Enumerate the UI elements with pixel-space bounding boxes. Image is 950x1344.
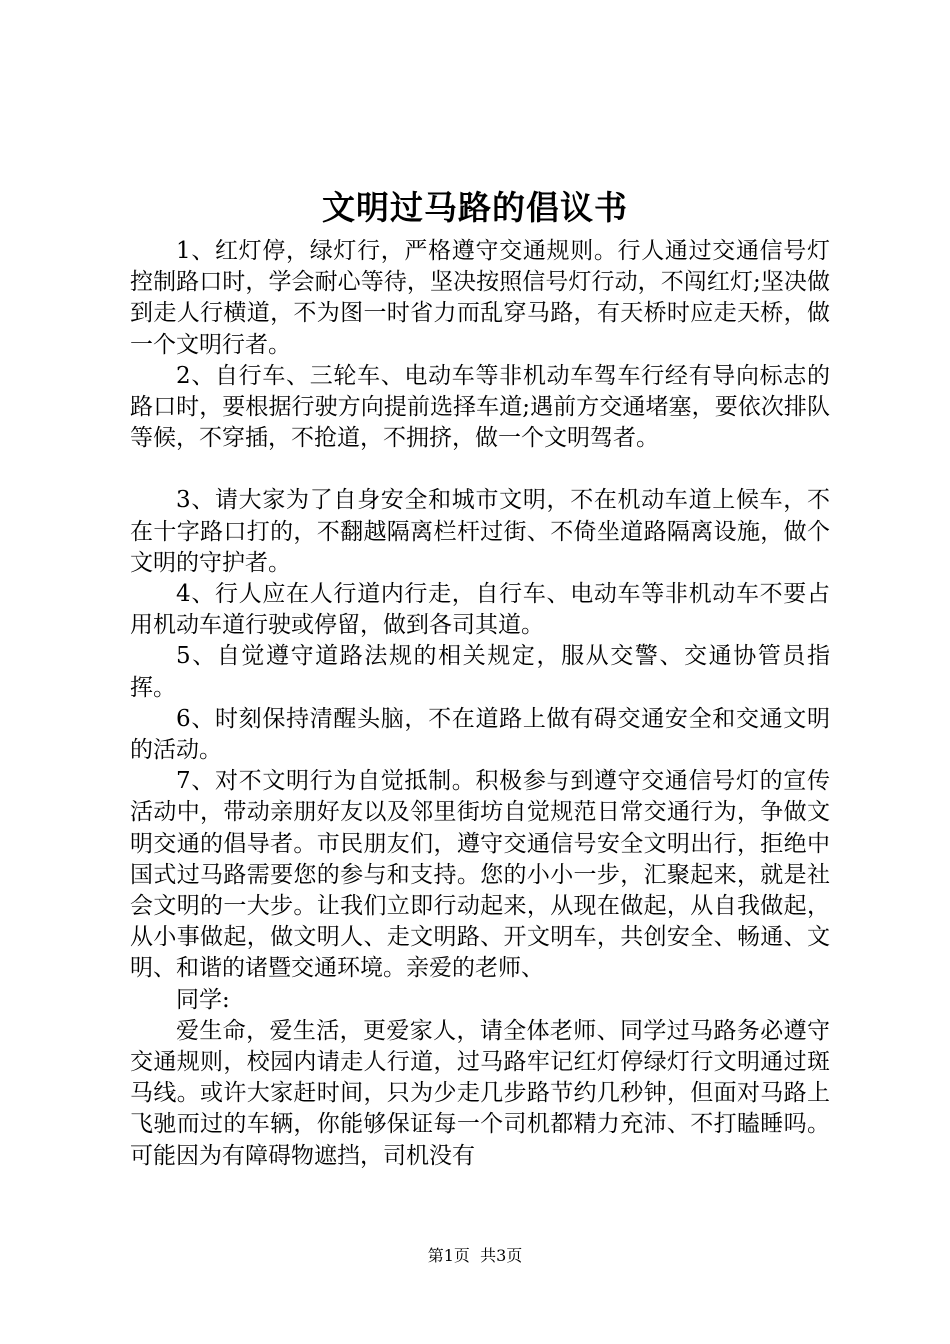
paragraph-3: 3、请大家为了自身安全和城市文明，不在机动车道上候车，不在十字路口打的，不翻越隔离栏杆过街、不倚坐道路隔离设施，做个文明的守护者。: [130, 487, 830, 576]
paragraph-6: 6、时刻保持清醒头脑，不在道路上做有碍交通安全和交通文明的活动。: [130, 705, 830, 764]
paragraph-5: 5、自觉遵守道路法规的相关规定，服从交警、交通协管员指挥。: [130, 643, 830, 701]
document-title: 文明过马路的倡议书: [322, 188, 628, 227]
paragraph-4: 4、行人应在人行道内行走，自行车、电动车等非机动车不要占用机动车道行驶或停留，做到各司其道。: [130, 581, 830, 639]
paragraph-7: 7、对不文明行为自觉抵制。积极参与到遵守交通信号灯的宣传活动中，带动亲朋好友以及邻里街坊自觉规范日常交通行为，争做文明交通的倡导者。市民朋友们，遵守交通信号安全文明出行，拒绝中国式过马路需要您的参与和支持。您的小小一步，汇聚起来，就是社会文明的一大步。让我们立即行动起来，从现在做起，从自我做起，从小事做起，做文明人、走文明路、开文明车，共创安全、畅通、文明、和谐的诸暨交通环境。亲爱的老师、: [130, 768, 830, 982]
page-footer: 第1页 共3页: [427, 1246, 523, 1265]
paragraph-8: 爱生命，爱生活，更爱家人，请全体老师、同学过马路务必遵守交通规则，校园内请走人行道，过马路牢记红灯停绿灯行文明通过斑马线。或许大家赶时间，只为少走几步路节约几秒钟，但面对马路上飞驰而过的车辆，你能够保证每一个司机都精力充沛、不打瞌睡吗。可能因为有障碍物遮挡，司机没有: [130, 1017, 830, 1169]
document-body: [130, 236, 830, 1172]
paragraph-2: 2、自行车、三轮车、电动车等非机动车驾车行经有导向标志的路口时，要根据行驶方向提前选择车道;遇前方交通堵塞，要依次排队等候，不穿插，不抢道，不拥挤，做一个文明驾者。: [130, 362, 830, 452]
salutation: 同学:: [176, 986, 230, 1013]
paragraph-1: 1、红灯停，绿灯行，严格遵守交通规则。行人通过交通信号灯控制路口时，学会耐心等待，坚决按照信号灯行动，不闯红灯;坚决做到走人行横道，不为图一时省力而乱穿马路，有天桥时应走天桥，做一个文明行者。: [130, 238, 830, 358]
